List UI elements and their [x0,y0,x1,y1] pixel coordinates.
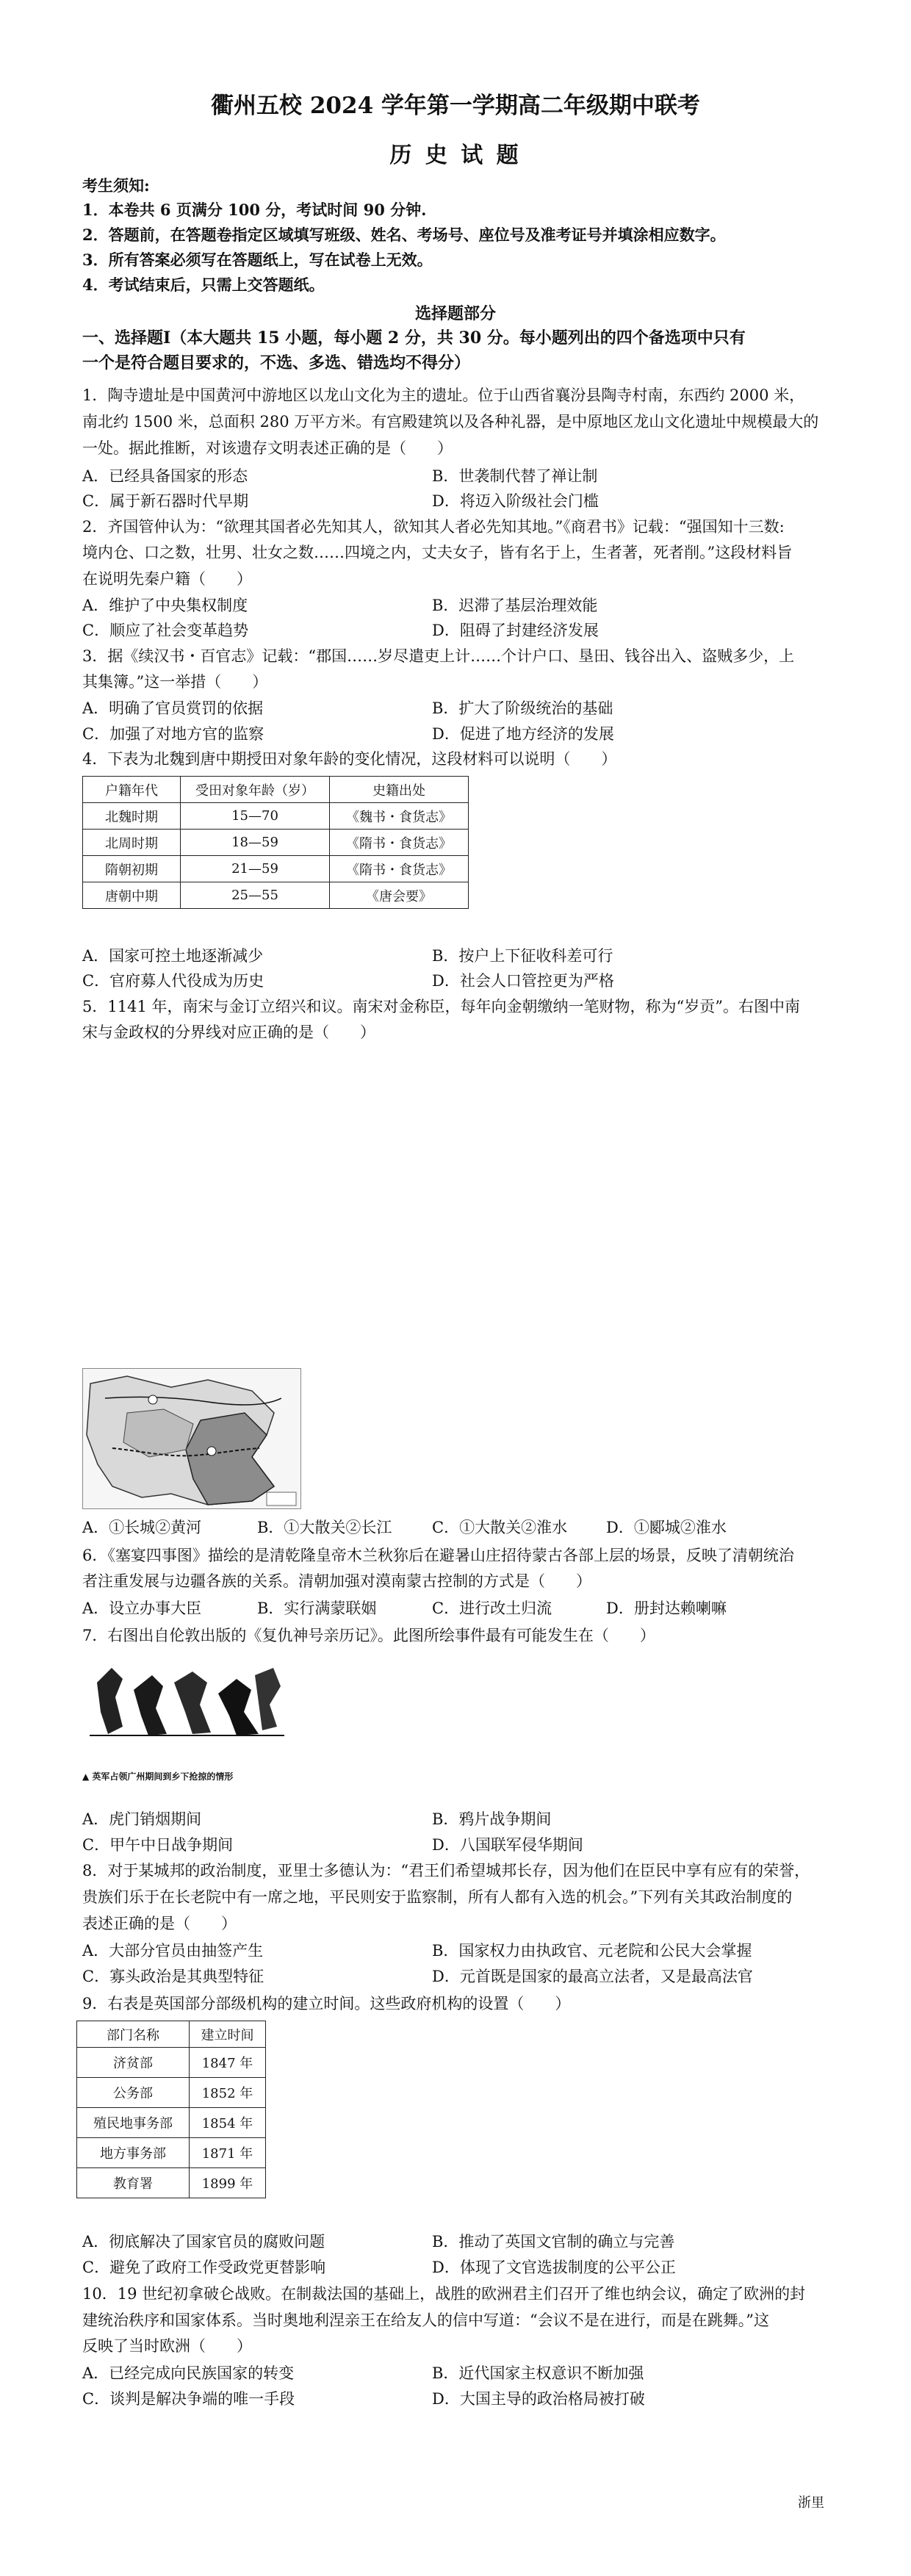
q2-option-a[interactable]: A．维护了中央集权制度 [82,597,248,614]
q9-option-c[interactable]: C．避免了政府工作受政党更替影响 [82,2259,326,2276]
q4-table-header: 户籍年代 [83,777,181,803]
q6-option-d[interactable]: D．册封达赖喇嘛 [606,1600,727,1617]
q2-line: 2．齐国管仲认为：“欲理其国者必先知其人，欲知其人者必先知其地。”《商君书》记载：“强国知十三数: [82,518,785,536]
table-row [83,830,469,856]
table-cell: 《隋书・食货志》 [330,856,469,882]
marker-2 [207,1447,216,1456]
q7-caption: ▲ 英军占领广州期间到乡下抢掠的情形 [82,1771,234,1782]
q3-line: 其集簿。”这一举措（ ） [82,673,268,691]
q9-line: 9．右表是英国部分部级机构的建立时间。这些政府机构的设置（ ） [82,1995,571,2012]
q1-line: 南北约 1500 米，总面积 280 万平方米。有宫殿建筑以及各种礼器，是中原地区龙山文化遗址中规模最大的 [82,413,819,431]
table-cell: 1899 年 [190,2168,266,2198]
table-cell: 《唐会要》 [330,882,469,909]
q6-line: 6．《塞宴四事图》描绘的是清乾隆皇帝木兰秋狝后在避暑山庄招待蒙古各部上层的场景，反映了清朝统治 [82,1547,794,1564]
table-cell: 1871 年 [190,2138,266,2168]
table-row [83,803,469,830]
table-cell: 教育署 [77,2168,190,2198]
exam-title: 衢州五校 2024 学年第一学期高二年级期中联考 [211,93,700,119]
q8-option-d[interactable]: D．元首既是国家的最高立法者，又是最高法官 [432,1968,753,1985]
table-cell: 北周时期 [83,830,181,856]
notice-1: 1．本卷共 6 页满分 100 分，考试时间 90 分钟. [82,201,427,219]
q1-option-c[interactable]: C．属于新石器时代早期 [82,492,249,510]
q10-line: 反映了当时欧洲（ ） [82,2337,252,2355]
q3-option-b[interactable]: B．扩大了阶级统治的基础 [432,699,613,717]
notice-2: 2．答题前，在答题卷指定区域填写班级、姓名、考场号、座位号及准考证号并填涂相应数字。 [82,226,726,244]
q4-line: 4．下表为北魏到唐中期授田对象年龄的变化情况，这段材料可以说明（ ） [82,750,617,768]
q6-line: 者注重发展与边疆各族的关系。清朝加强对漠南蒙古控制的方式是（ ） [82,1572,591,1590]
table-cell: 21—59 [181,856,330,882]
q4-option-d[interactable]: D．社会人口管控更为严格 [432,972,614,990]
table-cell: 1852 年 [190,2078,266,2108]
q5-option-d[interactable]: D．①郾城②淮水 [606,1519,727,1536]
notice-title: 考生须知: [82,176,150,195]
q5-line: 5．1141 年，南宋与金订立绍兴和议。南宋对金称臣，每年向金朝缴纳一笔财物，称为“岁贡”。右图中南 [82,998,800,1015]
q7-option-c[interactable]: C．甲午中日战争期间 [82,1836,234,1854]
q5-option-a[interactable]: A．①长城②黄河 [82,1519,202,1536]
q10-option-a[interactable]: A．已经完成向民族国家的转变 [82,2364,295,2382]
q4-table [82,776,469,909]
q10-option-b[interactable]: B．近代国家主权意识不断加强 [432,2364,644,2382]
q6-option-a[interactable]: A．设立办事大臣 [82,1600,202,1617]
q1-option-d[interactable]: D．将迈入阶级社会门槛 [432,492,599,510]
q9-table-header: 部门名称 [77,2021,190,2048]
song-jin-map [82,1368,301,1509]
table-cell: 15—70 [181,803,330,830]
table-row [77,2078,266,2108]
table-cell: 隋朝初期 [83,856,181,882]
notice-4: 4．考试结束后，只需上交答题纸。 [82,276,325,294]
table-cell: 18—59 [181,830,330,856]
q6-option-c[interactable]: C．进行改土归流 [432,1600,552,1617]
table-cell: 殖民地事务部 [77,2108,190,2138]
table-cell: 《魏书・食货志》 [330,803,469,830]
q9-option-d[interactable]: D．体现了文官选拔制度的公平公正 [432,2259,676,2276]
q2-option-d[interactable]: D．阻碍了封建经济发展 [432,622,599,639]
marker-1 [148,1395,157,1404]
table-cell: 公务部 [77,2078,190,2108]
table-row [77,2108,266,2138]
table-row [77,2168,266,2198]
subject-title: 历 史 试 题 [389,143,522,168]
q1-option-a[interactable]: A．已经具备国家的形态 [82,467,248,485]
table-cell: 北魏时期 [83,803,181,830]
q2-option-b[interactable]: B．迟滞了基层治理效能 [432,597,598,614]
legend-box [267,1492,296,1505]
q10-line: 10．19 世纪初拿破仑战败。在制裁法国的基础上，战胜的欧洲君主们召开了维也纳会议，确定了欧洲的封 [82,2285,806,2303]
q5-line: 宋与金政权的分界线对应正确的是（ ） [82,1023,375,1041]
q9-table-header: 建立时间 [190,2021,266,2048]
q4-option-b[interactable]: B．按户上下征收科差可行 [432,947,613,965]
q7-option-b[interactable]: B．鸦片战争期间 [432,1810,552,1828]
table-cell: 济贫部 [77,2048,190,2078]
table-row [77,2048,266,2078]
q3-option-a[interactable]: A．明确了官员赏罚的依据 [82,699,264,717]
q7-line: 7．右图出自伦敦出版的《复仇神号亲历记》。此图所绘事件最有可能发生在（ ） [82,1627,655,1644]
q8-line: 8．对于某城邦的政治制度，亚里士多德认为：“君王们希望城邦长存，因为他们在臣民中享有应有的荣誉， [82,1862,810,1879]
table-cell: 唐朝中期 [83,882,181,909]
q5-option-c[interactable]: C．①大散关②淮水 [432,1519,568,1536]
q9-table [76,2021,266,2198]
q3-option-c[interactable]: C．加强了对地方官的监察 [82,725,264,743]
q9-option-b[interactable]: B．推动了英国文官制的确立与完善 [432,2233,675,2251]
table-row [83,856,469,882]
table-cell: 1854 年 [190,2108,266,2138]
q8-option-b[interactable]: B．国家权力由执政官、元老院和公民大会掌握 [432,1942,752,1960]
table-cell: 地方事务部 [77,2138,190,2168]
q3-option-d[interactable]: D．促进了地方经济的发展 [432,725,614,743]
q2-line: 境内仓、口之数，壮男、壮女之数……四境之内，丈夫女子，皆有名于上，生者著，死者削。”这段材料旨 [82,544,793,561]
q3-line: 3．据《续汉书・百官志》记载：“郡国……岁尽遣吏上计……个计户口、垦田、钱谷出入、盗贼多少，上 [82,647,795,665]
q4-option-a[interactable]: A．国家可控土地逐渐减少 [82,947,264,965]
q1-option-b[interactable]: B．世袭制代替了禅让制 [432,467,598,485]
q5-option-b[interactable]: B．①大散关②长江 [257,1519,392,1536]
q8-option-a[interactable]: A．大部分官员由抽签产生 [82,1942,264,1960]
q7-illustration [82,1653,288,1769]
q10-line: 建统治秩序和国家体系。当时奥地利涅亲王在给友人的信中写道：“会议不是在进行，而是在跳舞。”这 [82,2311,769,2329]
q7-option-a[interactable]: A．虎门销烟期间 [82,1810,202,1828]
q1-line: 一处。据此推断，对该遗存文明表述正确的是（ ） [82,439,453,457]
q6-option-b[interactable]: B．实行满蒙联姻 [257,1600,377,1617]
q4-table-header: 受田对象年龄（岁） [181,777,330,803]
q9-option-a[interactable]: A．彻底解决了国家官员的腐败问题 [82,2233,325,2251]
section-instruction-2: 一个是符合题目要求的，不选、多选、错选均不得分） [82,353,471,373]
section-instruction-1: 一、选择题Ⅰ（本大题共 15 小题，每小题 2 分，共 30 分。每小题列出的四个备选项中只有 [82,328,746,348]
q8-line: 表述正确的是（ ） [82,1915,237,1932]
notice-3: 3．所有答案必须写在答题纸上，写在试卷上无效。 [82,251,433,269]
table-cell: 1847 年 [190,2048,266,2078]
table-row [83,882,469,909]
q10-option-d[interactable]: D．大国主导的政治格局被打破 [432,2390,645,2408]
q2-line: 在说明先秦户籍（ ） [82,570,252,588]
q4-option-c[interactable]: C．官府募人代役成为历史 [82,972,264,990]
part-title: 选择题部分 [414,304,496,323]
q1-line: 1．陶寺遗址是中国黄河中游地区以龙山文化为主的遗址。位于山西省襄汾县陶寺村南，东西约 2000 米， [82,386,805,404]
q4-table-header: 史籍出处 [330,777,469,803]
q8-line: 贵族们乐于在长老院中有一席之地，平民则安于监察制，所有人都有入选的机会。”下列有关其政治制度的 [82,1888,793,1906]
q2-option-c[interactable]: C．顺应了社会变革趋势 [82,622,249,639]
q8-option-c[interactable]: C．寡头政治是其典型特征 [82,1968,264,1985]
table-row [77,2138,266,2168]
footer-tag: 浙里 [798,2495,824,2511]
table-cell: 25—55 [181,882,330,909]
q10-option-c[interactable]: C．谈判是解决争端的唯一手段 [82,2390,295,2408]
q7-option-d[interactable]: D．八国联军侵华期间 [432,1836,583,1854]
table-cell: 《隋书・食货志》 [330,830,469,856]
